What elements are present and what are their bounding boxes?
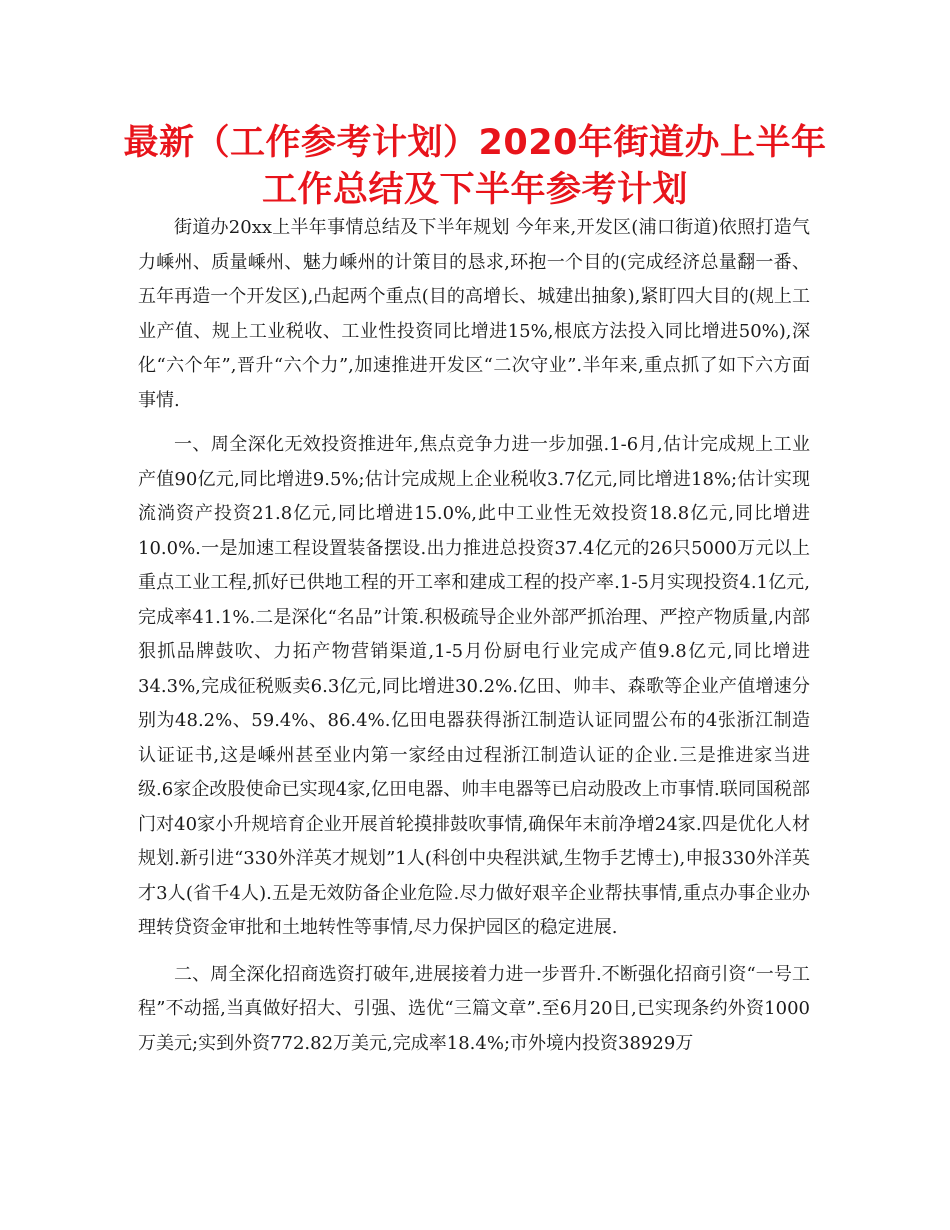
document-body bbox=[138, 211, 810, 1073]
paragraph-intro: 街道办20xx上半年事情总结及下半年规划 今年来,开发区(浦口街道)依照打造气力嵊州、质量嵊州、魅力嵊州的计策目的恳求,环抱一个目的(完成经济总量翻一番、五年再造一个开发区),凸起两个重点(目的高增长、城建出抽象),紧盯四大目的(规上工业产值、规上工业税收、工业性投资同比增进15%,根底方法投入同比增进50%),深化“六个年”,晋升“六个力”,加速推进开发区“二次守业”.半年来,重点抓了如下六方面事情. bbox=[138, 217, 810, 411]
paragraph-section-1: 一、周全深化无效投资推进年,焦点竞争力进一步加强.1-6月,估计完成规上工业产值90亿元,同比增进9.5%;估计完成规上企业税收3.7亿元,同比增进18%;估计实现流淌资产投资21.8亿元,同比增进15.0%,此中工业性无效投资18.8亿元,同比增进10.0%.一是加速工程设置装备摆设.出力推进总投资37.4亿元的26只5000万元以上重点工业工程,抓好已供地工程的开工率和建成工程的投产率.1-5月实现投资4.1亿元,完成率41.1%.二是深化“名品”计策.积极疏导企业外部严抓治理、严控产物质量,内部狠抓品牌鼓吹、力拓产物营销渠道,1-5月份厨电行业完成产值9.8亿元,同比增进34.3%,完成征税贩卖6.3亿元,同比增进30.2%.亿田、帅丰、森歌等企业产值增速分别为48.2%、59.4%、86.4%.亿田电器获得浙江制造认证同盟公布的4张浙江制造认证证书,这是嵊州甚至业内第一家经由过程浙江制造认证的企业.三是推进家当进级.6家企改股使命已实现4家,亿田电器、帅丰电器等已启动股改上市事情.联同国税部门对40家小升规培育企业开展首轮摸排鼓吹事情,确保年末前净增24家.四是优化人材规划.新引进“330外洋英才规划”1人(科创中央程洪斌,生物手艺博士),申报330外洋英才3人(省千4人).五是无效防备企业危险.尽力做好艰辛企业帮扶事情,重点办事企业办理转贷资金审批和土地转性等事情,尽力保护园区的稳定进展. bbox=[138, 434, 810, 938]
paragraph-section-2: 二、周全深化招商选资打破年,进展接着力进一步晋升.不断强化招商引资“一号工程”不动摇,当真做好招大、引强、选优“三篇文章”.至6月20日,已实现条约外资1000万美元;实到外资772.82万美元,完成率18.4%;市外境内投资38929万 bbox=[138, 963, 810, 1054]
document-title: 最新（工作参考计划）2020年街道办上半年工作总结及下半年参考计划 bbox=[123, 123, 827, 210]
